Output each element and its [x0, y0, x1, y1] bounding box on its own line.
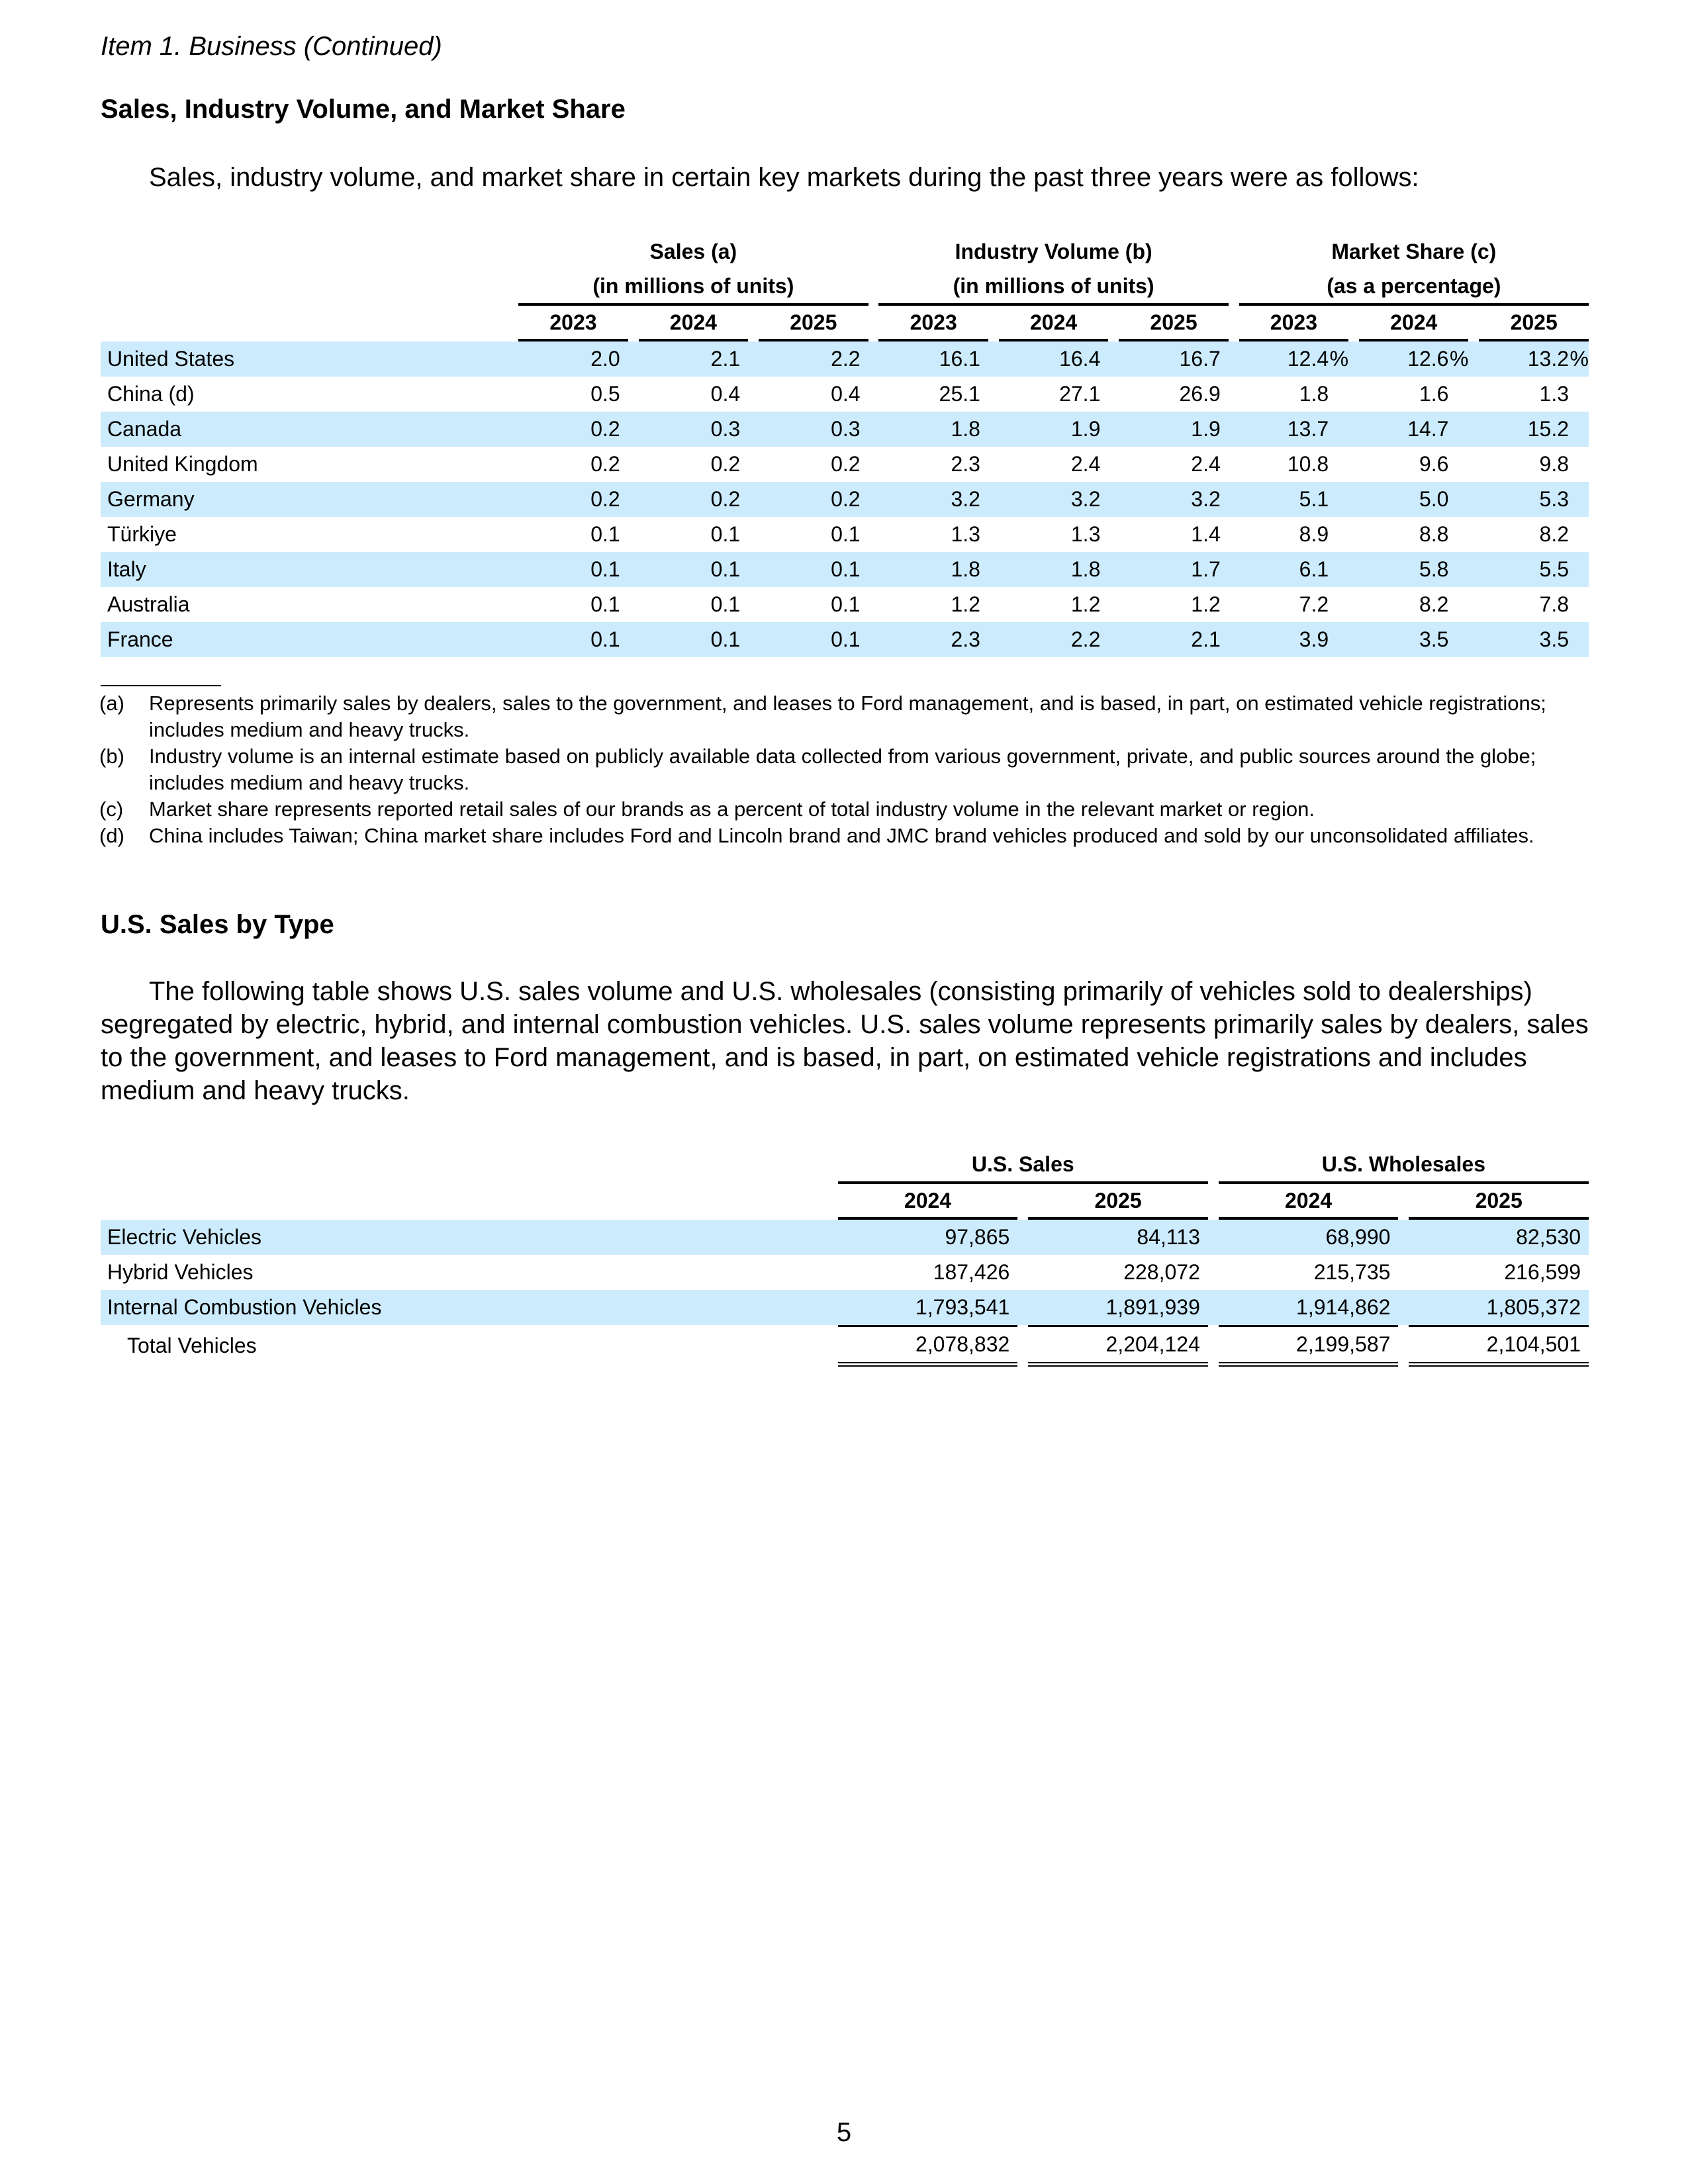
- sales-value: 0.2: [759, 482, 868, 517]
- share-value: 14.7: [1407, 417, 1449, 441]
- share-cell: [1359, 517, 1468, 552]
- table-row: [101, 1290, 1589, 1325]
- sales-value: 0.4: [710, 382, 741, 406]
- share-value: 12.4: [1287, 347, 1329, 371]
- share-cell: [1479, 587, 1589, 622]
- table-row: [101, 1255, 1589, 1290]
- volume-value: 1.8: [999, 552, 1109, 587]
- sales-value: 0.2: [518, 412, 628, 447]
- share-cell: [1239, 412, 1348, 447]
- table-row: [101, 341, 1589, 377]
- year-header: 2025: [1028, 1184, 1208, 1220]
- volume-value: 2.4: [1191, 452, 1221, 476]
- sales-value: 0.1: [759, 622, 868, 657]
- share-cell: [1239, 447, 1348, 482]
- sales-value: 0.1: [518, 552, 628, 587]
- us-sales-type-table: [101, 1147, 1589, 1367]
- share-cell: [1359, 447, 1468, 482]
- share-cell: [1359, 552, 1468, 587]
- sales-value: 0.2: [831, 452, 861, 476]
- share-value: 1.8: [1299, 382, 1329, 406]
- table-row: [101, 412, 1589, 447]
- page-number: 5: [836, 2118, 852, 2147]
- sales-value: 0.1: [639, 622, 749, 657]
- table-row: [101, 587, 1589, 622]
- volume-value: 16.1: [878, 341, 988, 377]
- vehicle-type-label: Hybrid Vehicles: [107, 1260, 254, 1284]
- share-value: 8.9: [1299, 522, 1329, 546]
- table-row: [101, 377, 1589, 412]
- total-value: 2,078,832: [838, 1325, 1018, 1367]
- share-value: 8.8: [1419, 522, 1449, 546]
- share-value: 8.2: [1419, 592, 1449, 616]
- sales-value: 0.2: [639, 482, 749, 517]
- country-label: Australia: [107, 592, 190, 616]
- share-cell: [1359, 622, 1468, 657]
- year-header: 2025: [1409, 1184, 1589, 1220]
- share-value: 3.5: [1419, 627, 1449, 651]
- units-value: 215,735: [1313, 1260, 1391, 1284]
- table-row: [101, 622, 1589, 657]
- share-cell: [1479, 482, 1589, 517]
- vehicle-type-label: Electric Vehicles: [101, 1220, 838, 1255]
- share-value: 6.1: [1299, 557, 1329, 581]
- year-header: 2023: [878, 306, 988, 341]
- country-label: Italy: [101, 552, 518, 587]
- share-cell: [1239, 341, 1348, 377]
- sales-value: 0.1: [518, 622, 628, 657]
- volume-value: 2.2: [999, 622, 1109, 657]
- units-value: 228,072: [1123, 1260, 1200, 1284]
- footnote-key-b: (b): [99, 745, 124, 768]
- sales-value: 0.2: [518, 482, 628, 517]
- volume-value: 2.4: [1070, 452, 1101, 476]
- table-row: [101, 447, 1589, 482]
- share-value: 1.3: [1539, 382, 1569, 406]
- volume-value: 26.9: [1179, 382, 1221, 406]
- sales-value: 0.3: [759, 412, 868, 447]
- volume-value: 16.4: [999, 341, 1109, 377]
- volume-value: 1.8: [878, 412, 988, 447]
- share-value: 13.2: [1527, 347, 1569, 371]
- country-label: China (d): [107, 382, 195, 406]
- volume-value: 1.9: [999, 412, 1109, 447]
- footnote-key-a: (a): [99, 692, 124, 715]
- share-value: 3.9: [1299, 627, 1329, 651]
- year-header: 2023: [518, 306, 628, 341]
- share-value: 15.2: [1527, 417, 1569, 441]
- units-value: 1,891,939: [1028, 1290, 1208, 1325]
- table-row: [101, 517, 1589, 552]
- country-label: Türkiye: [107, 522, 177, 546]
- share-cell: [1479, 412, 1589, 447]
- sales-value: 0.4: [831, 382, 861, 406]
- year-header: 2024: [1359, 306, 1468, 341]
- vehicle-type-label: Internal Combustion Vehicles: [101, 1290, 838, 1325]
- percent-sign: %: [1450, 347, 1469, 371]
- volume-value: 1.2: [1191, 592, 1221, 616]
- share-cell: [1359, 377, 1468, 412]
- sales-value: 0.1: [831, 522, 861, 546]
- footnote-b: Industry volume is an internal estimate based on publicly available data collected from various government, private, and public sources around the globe; includes medium and heavy trucks.: [149, 745, 1536, 794]
- share-cell: [1359, 587, 1468, 622]
- volume-value: 16.7: [1119, 341, 1229, 377]
- group-header-sales: Sales (a): [649, 239, 737, 263]
- footnote-key-d: (d): [99, 824, 124, 847]
- footnote-c: Market share represents reported retail sales of our brands as a percent of total industry volume in the relevant market or region.: [149, 797, 1315, 821]
- market-share-table: [101, 234, 1589, 657]
- year-header: 2024: [639, 306, 749, 341]
- volume-value: 27.1: [1059, 382, 1101, 406]
- volume-value: 25.1: [939, 382, 980, 406]
- share-cell: [1359, 482, 1468, 517]
- table-row: [101, 1220, 1589, 1255]
- volume-value: 1.9: [1119, 412, 1229, 447]
- year-header: 2024: [838, 1184, 1018, 1220]
- group-subheader-sales: (in millions of units): [518, 269, 868, 306]
- country-label: United States: [101, 341, 518, 377]
- share-cell: [1479, 377, 1589, 412]
- year-header: 2024: [1219, 1184, 1399, 1220]
- country-label: United Kingdom: [107, 452, 258, 476]
- volume-value: 1.4: [1191, 522, 1221, 546]
- volume-value: 1.7: [1119, 552, 1229, 587]
- share-value: 9.8: [1539, 452, 1569, 476]
- share-cell: [1239, 377, 1348, 412]
- year-header: 2025: [759, 306, 868, 341]
- share-value: 5.8: [1419, 557, 1449, 581]
- group-header-us-wholesales: U.S. Wholesales: [1219, 1147, 1589, 1184]
- group-subheader-share: (as a percentage): [1239, 269, 1589, 306]
- market-share-intro: Sales, industry volume, and market share in certain key markets during the past three years were as follows:: [149, 163, 1419, 192]
- units-value: 97,865: [838, 1220, 1018, 1255]
- section-title-market-share: Sales, Industry Volume, and Market Share: [101, 95, 626, 124]
- footnote-rule: [101, 685, 221, 686]
- units-value: 82,530: [1409, 1220, 1589, 1255]
- volume-value: 2.3: [951, 452, 980, 476]
- country-label: Canada: [101, 412, 518, 447]
- share-cell: [1239, 622, 1348, 657]
- total-value: 2,104,501: [1409, 1325, 1589, 1367]
- volume-value: 1.3: [1070, 522, 1101, 546]
- share-cell: [1359, 341, 1468, 377]
- units-value: 187,426: [933, 1260, 1010, 1284]
- volume-value: 3.2: [1119, 482, 1229, 517]
- group-header-share: Market Share (c): [1331, 239, 1497, 263]
- year-header: 2024: [999, 306, 1109, 341]
- footnote-d: China includes Taiwan; China market share includes Ford and Lincoln brand and JMC brand vehicles produced and sold by our unconsolidated affiliates.: [149, 824, 1534, 847]
- footnote-a: Represents primarily sales by dealers, sales to the government, and leases to Ford management, and is based, in part, on estimated vehicle registrations; includes medium and heavy trucks.: [149, 692, 1546, 741]
- sales-value: 0.1: [831, 592, 861, 616]
- item-heading: Item 1. Business (Continued): [101, 32, 442, 61]
- sales-value: 2.0: [518, 341, 628, 377]
- share-cell: [1239, 552, 1348, 587]
- sales-value: 0.1: [710, 592, 741, 616]
- total-label: Total Vehicles: [127, 1334, 257, 1357]
- volume-value: 3.2: [999, 482, 1109, 517]
- sales-value: 0.3: [639, 412, 749, 447]
- total-value: 2,199,587: [1219, 1325, 1399, 1367]
- group-header-us-sales: U.S. Sales: [838, 1147, 1208, 1184]
- share-value: 7.8: [1539, 592, 1569, 616]
- sales-value: 0.1: [639, 552, 749, 587]
- sales-value: 0.5: [590, 382, 620, 406]
- country-label: Germany: [101, 482, 518, 517]
- share-cell: [1359, 412, 1468, 447]
- share-cell: [1479, 552, 1589, 587]
- group-subheader-volume: (in millions of units): [878, 269, 1228, 306]
- share-cell: [1479, 341, 1589, 377]
- year-header: 2023: [1239, 306, 1348, 341]
- sales-value: 0.1: [759, 552, 868, 587]
- volume-value: 1.2: [1070, 592, 1101, 616]
- share-cell: [1239, 517, 1348, 552]
- sales-value: 0.1: [590, 592, 620, 616]
- sales-value: 0.2: [710, 452, 741, 476]
- share-cell: [1479, 622, 1589, 657]
- year-header: 2025: [1479, 306, 1589, 341]
- units-value: 1,914,862: [1219, 1290, 1399, 1325]
- share-cell: [1479, 517, 1589, 552]
- share-value: 10.8: [1287, 452, 1329, 476]
- percent-sign: %: [1329, 347, 1349, 371]
- volume-value: 1.2: [951, 592, 980, 616]
- share-value: 1.6: [1419, 382, 1449, 406]
- sales-value: 0.1: [590, 522, 620, 546]
- country-label: France: [101, 622, 518, 657]
- footnote-key-c: (c): [99, 797, 124, 821]
- volume-value: 1.3: [951, 522, 980, 546]
- units-value: 1,793,541: [838, 1290, 1018, 1325]
- share-value: 3.5: [1539, 627, 1569, 651]
- total-value: 2,204,124: [1028, 1325, 1208, 1367]
- volume-value: 1.8: [878, 552, 988, 587]
- units-value: 216,599: [1504, 1260, 1581, 1284]
- us-sales-intro: The following table shows U.S. sales volume and U.S. wholesales (consisting primarily of vehicles sold to dealerships) segregated by electric, hybrid, and internal combustion vehicles. U.S. sales volume represents primarily sales by dealers, sales to the government, and leases to Ford management, and is based, in part, on estimated vehicle registrations and includes medium and heavy trucks.: [101, 977, 1589, 1105]
- share-value: 7.2: [1299, 592, 1329, 616]
- table-row: [101, 552, 1589, 587]
- units-value: 68,990: [1219, 1220, 1399, 1255]
- share-value: 5.1: [1299, 487, 1329, 511]
- share-value: 8.2: [1539, 522, 1569, 546]
- sales-value: 0.2: [590, 452, 620, 476]
- volume-value: 3.2: [878, 482, 988, 517]
- sales-value: 2.2: [759, 341, 868, 377]
- total-row: [101, 1325, 1589, 1367]
- share-value: 13.7: [1287, 417, 1329, 441]
- share-value: 5.3: [1539, 487, 1569, 511]
- percent-sign: %: [1570, 347, 1589, 371]
- table-row: [101, 482, 1589, 517]
- volume-value: 2.1: [1119, 622, 1229, 657]
- sales-value: 0.1: [710, 522, 741, 546]
- share-cell: [1479, 447, 1589, 482]
- share-cell: [1239, 482, 1348, 517]
- share-cell: [1239, 587, 1348, 622]
- units-value: 84,113: [1028, 1220, 1208, 1255]
- share-value: 12.6: [1407, 347, 1449, 371]
- share-value: 5.5: [1539, 557, 1569, 581]
- units-value: 1,805,372: [1409, 1290, 1589, 1325]
- group-header-volume: Industry Volume (b): [955, 239, 1152, 263]
- sales-value: 2.1: [639, 341, 749, 377]
- share-value: 5.0: [1419, 487, 1449, 511]
- year-header: 2025: [1119, 306, 1229, 341]
- share-value: 9.6: [1419, 452, 1449, 476]
- volume-value: 2.3: [878, 622, 988, 657]
- section-title-us-sales-by-type: U.S. Sales by Type: [101, 910, 334, 939]
